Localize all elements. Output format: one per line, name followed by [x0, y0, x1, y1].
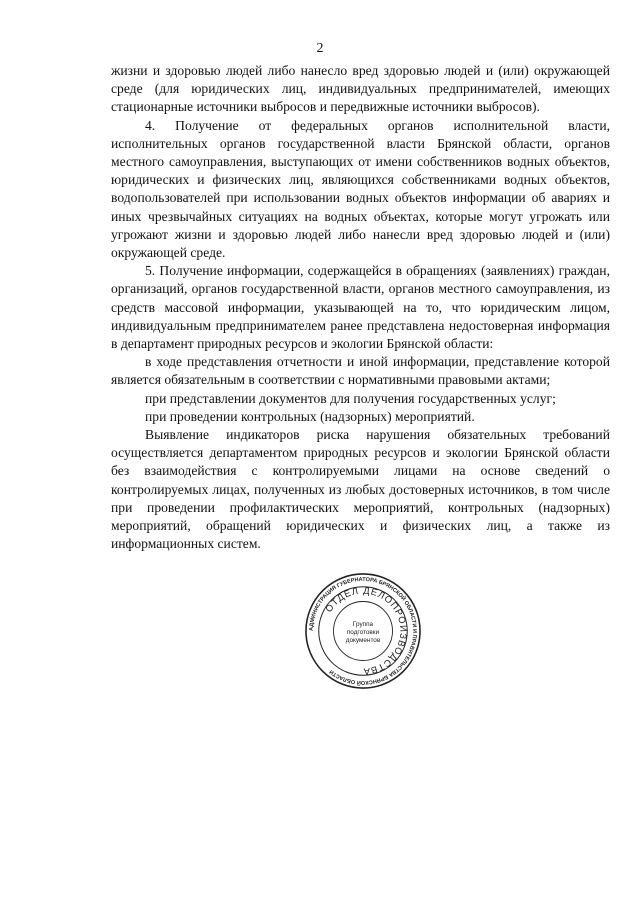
- paragraph-continuation: жизни и здоровью людей либо нанесло вред здоровью людей и (или) окружающей среде (для юридических лиц, индивидуальных предпринимателей, имеющих стационарные источники выбросов и передвижные источники выбросов).: [111, 63, 610, 115]
- stamp-inner-text: ОТДЕЛ ДЕЛОПРОИЗВОДСТВА: [323, 585, 409, 677]
- paragraph-reporting: в ходе представления отчетности и иной информации, представление которой является обязательным в соответствии с нормативными правовыми актами;: [111, 354, 610, 388]
- paragraph-services: при представлении документов для получения государственных услуг;: [145, 390, 556, 406]
- stamp-outer-text: АДМИНИСТРАЦИЯ ГУБЕРНАТОРА БРЯНСКОЙ ОБЛАСТИ И ПРАВИТЕЛЬСТВА БРЯНСКОЙ ОБЛАСТИ: [308, 576, 418, 686]
- paragraph-item-4: 4. Получение от федеральных органов исполнительной власти, исполнительных органов государственной власти Брянской области, органов местного самоуправления, выступающих от имени собственников водных объектов, юридических и физических лиц, являющихся собственниками водных объектов, водопользователей при использовании водных объектов информации об авариях и иных чрезвычайных ситуациях на водных объектах, которые могут угрожать или угрожают жизни и здоровью людей либо нанесли вред здоровью людей и (или) окружающей среде.: [111, 117, 610, 261]
- stamp-center-line-1: Группа: [352, 621, 374, 629]
- paragraph-inspections: при проведении контрольных (надзорных) мероприятий.: [145, 408, 475, 424]
- paragraph-risk-indicators: Выявление индикаторов риска нарушения обязательных требований осуществляется департаментом природных ресурсов и экологии Брянской области без взаимодействия с контролируемыми лицами на основе сведений о контролируемых лицах, полученных из любых достоверных источников, в том числе при проведении профилактических мероприятий, контрольных (надзорных) мероприятий, обращений юридических и физических лиц, а также из информационных систем.: [111, 427, 610, 552]
- paragraph-item-5: 5. Получение информации, содержащейся в обращениях (заявлениях) граждан, организаций, органов государственной власти, органов местного самоуправления, из средств массовой информации, указывающей на то, что юридическим лицом, индивидуальным предпринимателем ранее представлена недостоверная информация в департамент природных ресурсов и экологии Брянской области:: [111, 263, 610, 352]
- document-body: [111, 62, 610, 553]
- stamp-center-line-3: документов: [345, 636, 381, 644]
- office-stamp: [304, 572, 422, 690]
- stamp-center-line-2: подготовки: [346, 628, 380, 636]
- page-number: 2: [316, 41, 324, 56]
